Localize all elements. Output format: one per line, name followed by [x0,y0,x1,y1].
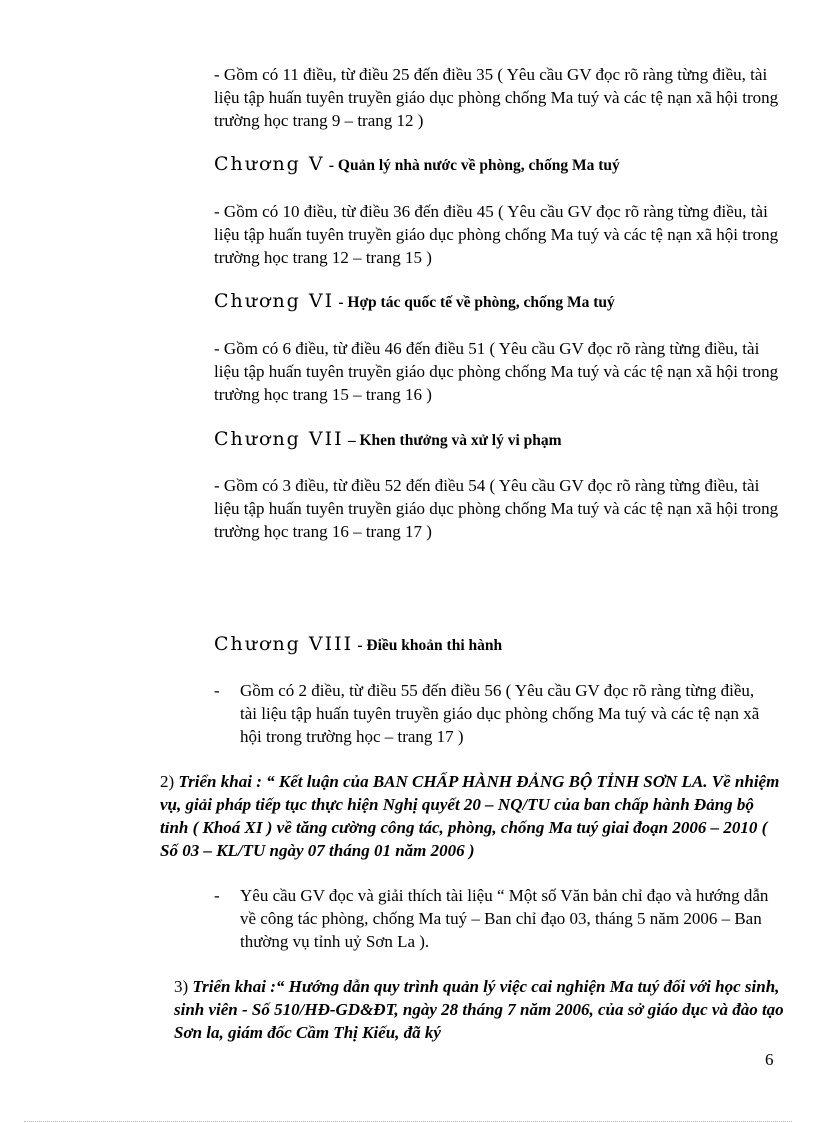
bullet-mark: - [214,681,220,700]
bullet-text: Gồm có 2 điều, từ điều 55 đến điều 56 ( Yêu cầu GV đọc rõ ràng từng điều, tài liệu tập huấn tuyên truyền giáo dục phòng chống Ma tuý và các tệ nạn xã hội trong trường học – trang 17 ) [240,681,760,746]
chapter-vi-heading [214,289,794,315]
paragraph-text: - Gồm có 3 điều, từ điều 52 đến điều 54 ( Yêu cầu GV đọc rõ ràng từng điều, tài liệu tập huấn tuyên truyền giáo dục phòng chống Ma tuý và các tệ nạn xã hội trong trường học trang 16 – trang 17 ) [214,476,779,541]
section-number: 2) [160,772,175,791]
chapter-iv-summary [214,63,779,132]
chapter-title: – Khen thưởng và xử lý vi phạm [347,432,562,449]
section-3 [174,975,784,1044]
section-text: Triển khai : “ Kết luận của BAN CHẤP HÀNH ĐẢNG BỘ TỈNH SƠN LA. Về nhiệm vụ, giải pháp tiếp tục thực hiện Nghị quyết 20 – NQ/TU của ban chấp hành Đảng bộ tỉnh ( Khoá XI ) về tăng cường công tác, phòng, chống Ma tuý giai đoạn 2006 – 2010 ( Số 03 – KL/TU ngày 07 tháng 01 năm 2006 ) [160,772,780,860]
chapter-label: Chương VI [214,290,335,312]
paragraph-text: - Gồm có 6 điều, từ điều 46 đến điều 51 ( Yêu cầu GV đọc rõ ràng từng điều, tài liệu tập huấn tuyên truyền giáo dục phòng chống Ma tuý và các tệ nạn xã hội trong trường học trang 15 – trang 16 ) [214,339,779,404]
chapter-vi-summary [214,337,779,406]
chapter-vii-summary [214,474,779,543]
section-number: 3) [174,977,189,996]
chapter-label: Chương V [214,153,325,175]
chapter-title: - Điều khoản thi hành [357,637,503,654]
chapter-title: - Hợp tác quốc tế về phòng, chống Ma tuý [338,294,615,311]
paragraph-text: - Gồm có 10 điều, từ điều 36 đến điều 45 ( Yêu cầu GV đọc rõ ràng từng điều, tài liệu tập huấn tuyên truyền giáo dục phòng chống Ma tuý và các tệ nạn xã hội trong trường học trang 12 – trang 15 ) [214,202,779,267]
chapter-viii-summary [214,679,770,748]
chapter-vii-heading [214,427,794,453]
paragraph-text: - Gồm có 11 điều, từ điều 25 đến điều 35 ( Yêu cầu GV đọc rõ ràng từng điều, tài liệu tập huấn tuyên truyền giáo dục phòng chống Ma tuý và các tệ nạn xã hội trong trường học trang 9 – trang 12 ) [214,65,779,130]
chapter-title: - Quản lý nhà nước về phòng, chống Ma tuý [328,157,620,174]
chapter-v-heading [214,152,794,178]
page-footer-rule [24,1121,792,1122]
bullet-mark: - [214,886,220,905]
section-text: Triển khai :“ Hướng dẫn quy trình quản lý việc cai nghiện Ma tuý đối với học sinh, sinh viên - Số 510/HĐ-GD&ĐT, ngày 28 tháng 7 năm 2006, của sở giáo dục và đào tạo Sơn la, giám đốc Cầm Thị Kiếu, đã ký [174,977,784,1042]
page-number: 6 [765,1050,774,1069]
chapter-v-summary [214,200,779,269]
chapter-label: Chương VIII [214,633,354,655]
chapter-viii-heading [214,632,794,658]
section-2-bullet [214,884,780,953]
chapter-label: Chương VII [214,428,344,450]
section-2 [160,770,782,862]
bullet-text: Yêu cầu GV đọc và giải thích tài liệu “ Một số Văn bản chỉ đạo và hướng dẫn về công tác phòng, chống Ma tuý – Ban chỉ đạo 03, tháng 5 năm 2006 – Ban thường vụ tỉnh uỷ Sơn La ). [240,886,769,951]
